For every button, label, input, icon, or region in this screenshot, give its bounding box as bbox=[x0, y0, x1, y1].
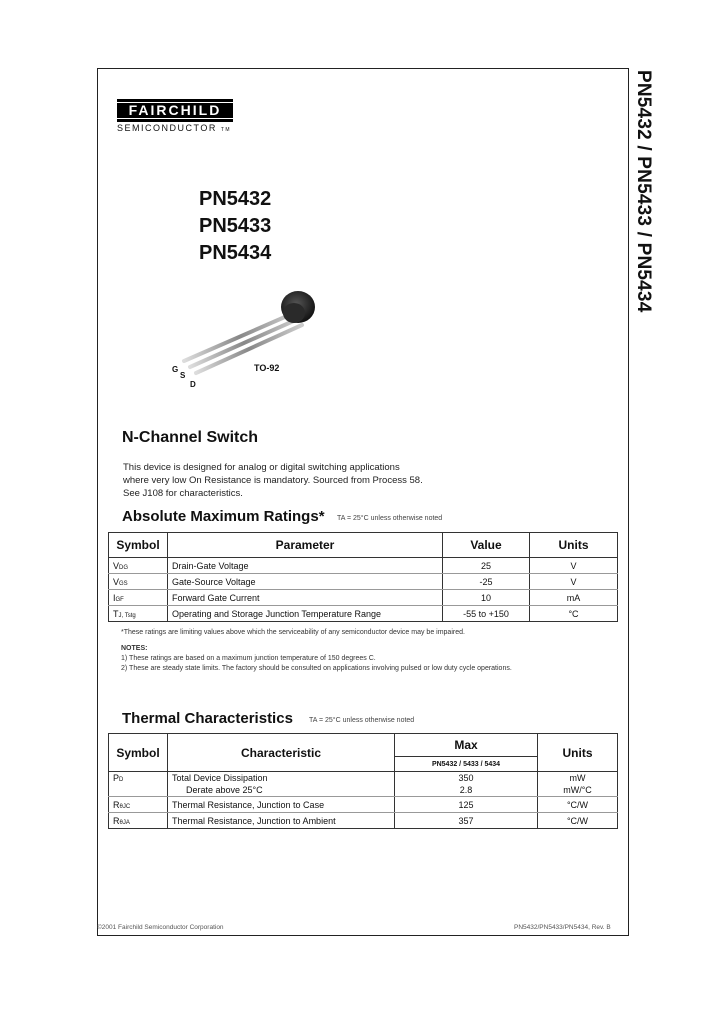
table-row: PD Total Device Dissipation 350 mW bbox=[109, 772, 618, 785]
col-header: Parameter bbox=[168, 533, 443, 558]
lead-label-gate: G bbox=[172, 365, 179, 374]
abs-max-title: Absolute Maximum Ratings* bbox=[122, 508, 325, 525]
logo-tm: TM bbox=[220, 127, 232, 133]
logo-name: FAIRCHILD bbox=[117, 103, 233, 118]
package-label: TO-92 bbox=[254, 363, 280, 373]
col-header: Symbol bbox=[109, 734, 168, 772]
part-number: PN5432 bbox=[199, 188, 272, 210]
logo-sub: SEMICONDUCTOR bbox=[117, 123, 217, 133]
footer-copyright: ©2001 Fairchild Semiconductor Corporation bbox=[97, 924, 224, 931]
col-header: Units bbox=[538, 734, 618, 772]
fairchild-logo bbox=[117, 98, 247, 133]
table-row: VGS Gate-Source Voltage -25 V bbox=[109, 574, 618, 590]
table-row: VDG Drain-Gate Voltage 25 V bbox=[109, 558, 618, 574]
part-numbers bbox=[199, 186, 271, 267]
part-number: PN5434 bbox=[199, 242, 272, 264]
table-row: Derate above 25°C 2.8 mW/°C bbox=[109, 784, 618, 797]
col-header: Characteristic bbox=[168, 734, 395, 772]
footnotes bbox=[121, 628, 512, 674]
max-subheader: PN5432 / 5433 / 5434 bbox=[395, 757, 538, 772]
thermal-condition: TA = 25°C unless otherwise noted bbox=[309, 717, 415, 724]
thermal-table bbox=[108, 733, 618, 829]
lead-label-drain: D bbox=[190, 380, 196, 389]
abs-max-table bbox=[108, 532, 618, 622]
notes-label: NOTES: bbox=[121, 645, 148, 652]
description: This device is designed for analog or digital switching applications where very low On Resistance is mandatory. Sourced from Process 58. See J108 for characteristics. bbox=[123, 462, 423, 499]
table-row: TJ, Tstg Operating and Storage Junction Temperature Range -55 to +150 °C bbox=[109, 606, 618, 622]
thermal-title: Thermal Characteristics bbox=[122, 710, 293, 727]
part-number: PN5433 bbox=[199, 215, 272, 237]
to92-package-illustration bbox=[170, 283, 340, 393]
table-row: IGF Forward Gate Current 10 mA bbox=[109, 590, 618, 606]
col-header: Units bbox=[530, 533, 618, 558]
footnote-text: *These ratings are limiting values above which the serviceability of any semiconductor device may be impaired. bbox=[121, 629, 465, 636]
col-header: Max bbox=[395, 734, 538, 757]
table-row: RθJA Thermal Resistance, Junction to Ambient 357 °C/W bbox=[109, 813, 618, 829]
col-header: Value bbox=[443, 533, 530, 558]
footer-revision: PN5432/PN5433/PN5434, Rev. B bbox=[514, 924, 611, 931]
section-title: N-Channel Switch bbox=[122, 429, 259, 446]
col-header: Symbol bbox=[109, 533, 168, 558]
note-item: 1) These ratings are based on a maximum junction temperature of 150 degrees C. bbox=[121, 655, 376, 662]
abs-max-condition: TA = 25°C unless otherwise noted bbox=[337, 515, 443, 522]
side-title: PN5432 / PN5433 / PN5434 bbox=[633, 70, 654, 313]
lead-label-source: S bbox=[180, 371, 186, 380]
note-item: 2) These are steady state limits. The factory should be consulted on applications involving pulsed or low duty cycle operations. bbox=[121, 665, 512, 672]
table-row: RθJC Thermal Resistance, Junction to Case 125 °C/W bbox=[109, 797, 618, 813]
